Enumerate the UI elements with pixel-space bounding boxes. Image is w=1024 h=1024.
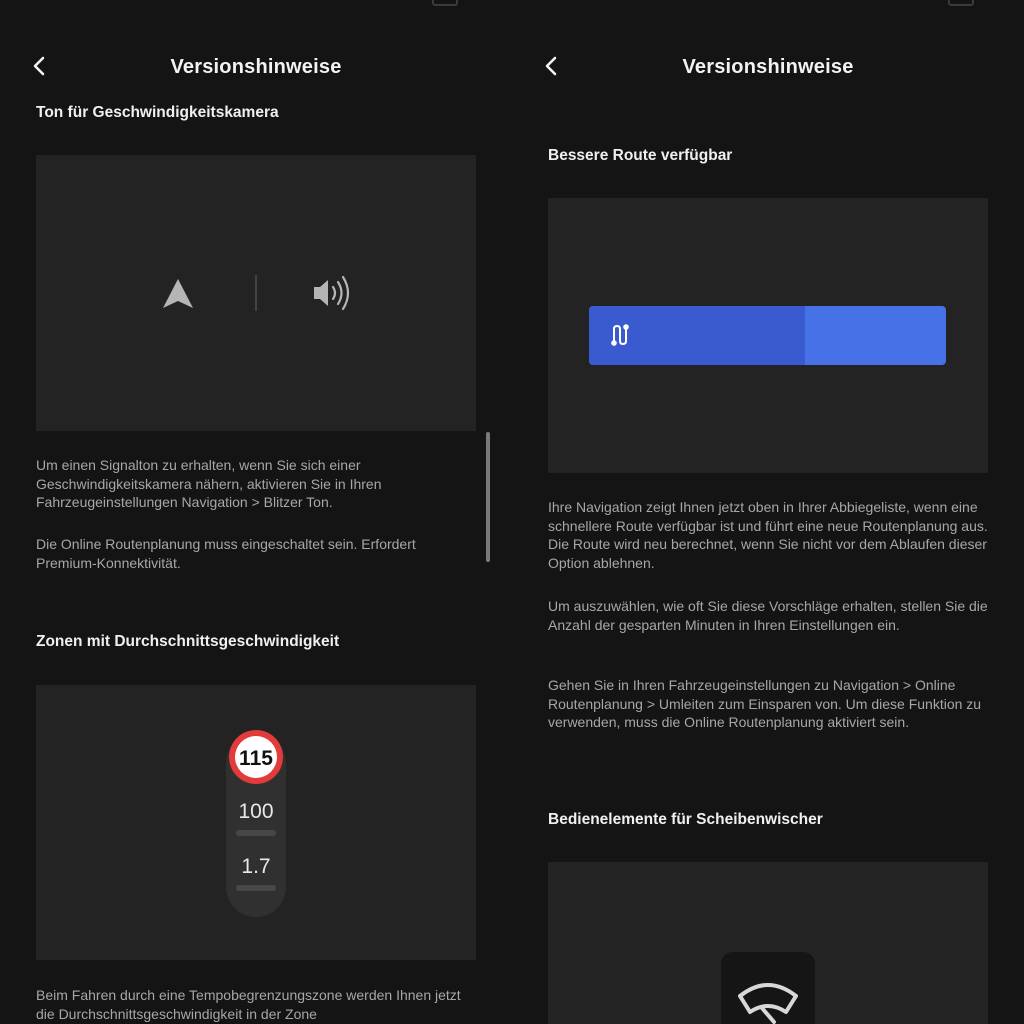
- right-panel: [512, 0, 1024, 1024]
- better-route-settings-path: Gehen Sie in Ihren Fahrzeugeinstellungen zu Navigation > Online Routenplanung > Umleiten zum Einsparen von. Um diese Funktion zu verwenden, muss die Online Routenplanung aktiviert sein.: [548, 677, 982, 730]
- status-bar-battery-icon: [948, 0, 974, 6]
- distance-value: 1.7: [241, 855, 271, 878]
- better-route-illustration: [548, 198, 988, 473]
- speaker-volume-icon: [314, 277, 348, 309]
- average-speed-description: Beim Fahren durch eine Tempobegrenzungszone werden Ihnen jetzt die Durchschnittsgeschwindigkeit in der Zone: [36, 987, 461, 1022]
- better-route-frequency: Um auszuwählen, wie oft Sie diese Vorschläge erhalten, stellen Sie die Anzahl der gesparten Minuten in Ihren Einstellungen ein.: [548, 598, 988, 633]
- average-speed-illustration: [36, 685, 476, 960]
- speed-limit-value: 115: [239, 747, 273, 770]
- section-heading-speed-camera: Ton für Geschwindigkeitskamera: [36, 104, 279, 121]
- status-bar-battery-icon: [432, 0, 458, 6]
- page-title: Versionshinweise: [170, 56, 342, 78]
- navigation-arrow-icon: [163, 279, 193, 308]
- route-icon: [612, 325, 628, 345]
- section-heading-wipers: Bedienelemente für Scheibenwischer: [548, 811, 823, 828]
- average-speed-value: 100: [238, 800, 274, 823]
- progress-track: [236, 885, 276, 891]
- wiper-illustration: [548, 862, 988, 1024]
- route-banner-progress: [589, 306, 805, 365]
- speed-camera-requirement: Die Online Routenplanung muss eingeschaltet sein. Erfordert Premium-Konnektivität.: [36, 536, 416, 571]
- section-heading-better-route: Bessere Route verfügbar: [548, 147, 733, 164]
- speed-camera-illustration: [36, 155, 476, 431]
- page-title: Versionshinweise: [682, 56, 854, 78]
- scrollbar[interactable]: [486, 432, 490, 562]
- better-route-description: Ihre Navigation zeigt Ihnen jetzt oben in Ihrer Abbiegeliste, wenn eine schnellere Route verfügbar ist und führt eine neue Routenplanung aus. Die Route wird neu berechnet, wenn Sie nicht vor dem Ablaufen dieser Option ablehnen.: [548, 499, 988, 571]
- section-heading-average-speed: Zonen mit Durchschnittsgeschwindigkeit: [36, 633, 340, 650]
- speed-camera-description: Um einen Signalton zu erhalten, wenn Sie sich einer Geschwindigkeitskamera nähern, aktivieren Sie in Ihren Fahrzeugeinstellungen Navigation > Blitzer Ton.: [36, 457, 382, 510]
- progress-track: [236, 830, 276, 836]
